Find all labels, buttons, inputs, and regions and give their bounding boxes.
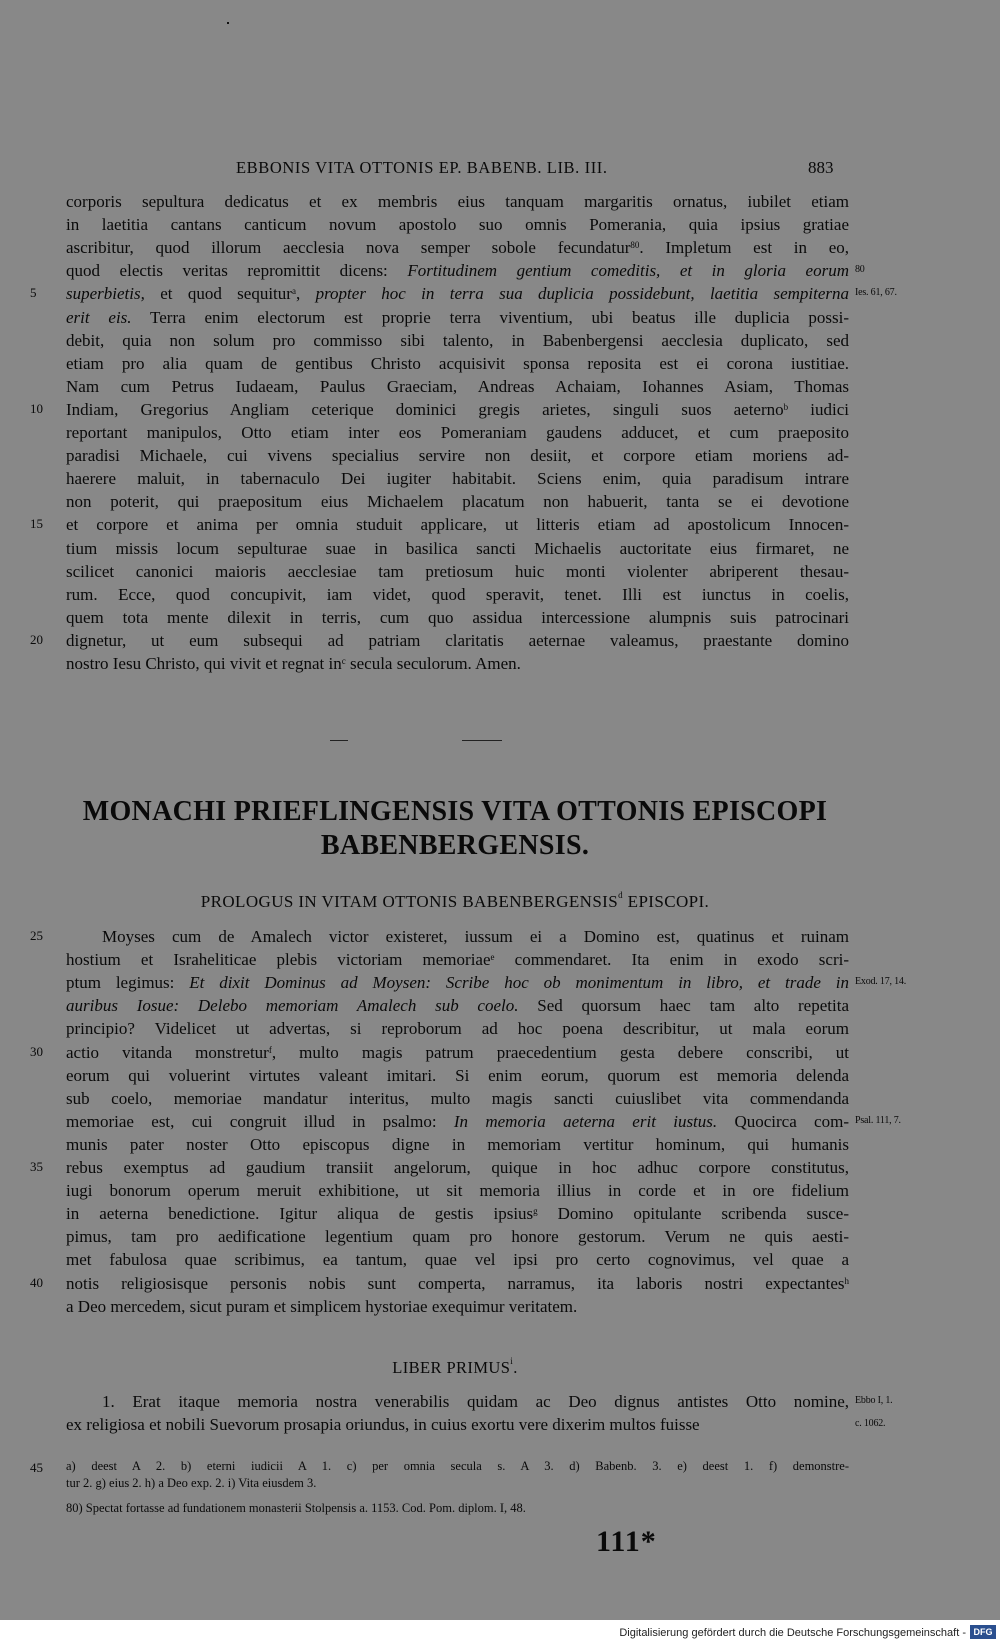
line-number-footnotes: 45 xyxy=(30,1460,43,1475)
margin-reference: Ies. 61, 67. xyxy=(855,287,897,299)
margin-reference: Exod. 17, 14. xyxy=(855,976,907,988)
text-run: debit, quia non solum pro commisso sibi talento, in Babenbergensi aecclesia duplicato, sed xyxy=(66,330,849,350)
text-line xyxy=(66,1272,849,1295)
text-line xyxy=(66,1248,849,1271)
running-title: EBBONIS VITA OTTONIS EP. BABENB. LIB. III. xyxy=(236,158,608,177)
text-line xyxy=(66,513,849,536)
text-run: , multo magis patrum praecedentium gesta debere conscribi, ut xyxy=(271,1042,849,1062)
text-line xyxy=(66,1064,849,1087)
italic-quotation: auribus Iosue: Delebo memoriam Amalech sub coelo. xyxy=(66,996,519,1016)
prologue-title xyxy=(60,892,850,912)
text-run: scilicet canonici maioris aecclesiae tam pretiosum huic monti violenter abriperent thesau- xyxy=(66,561,849,581)
work-title-line2: BABENBERGENSIS. xyxy=(320,830,590,861)
text-line xyxy=(66,1225,849,1248)
text-line xyxy=(66,583,849,606)
text-line xyxy=(66,1295,849,1318)
book-title-end: . xyxy=(513,1358,518,1377)
prologue-title-footnote-mark: d xyxy=(618,890,624,900)
digitization-footer xyxy=(0,1620,1000,1649)
text-run: Domino opitulante scribenda susce- xyxy=(537,1204,849,1224)
italic-quotation: In memoria aeterna erit iustus. xyxy=(453,1111,718,1131)
margin-reference: Psal. 111, 7. xyxy=(855,1114,901,1126)
text-line xyxy=(66,537,849,560)
text-run: haerere maluit, in tabernaculo Dei iugiter habitabit. Sciens enim, quia paradisum intrare xyxy=(66,469,849,489)
text-line xyxy=(66,236,849,259)
text-run: et corpore et anima per omnia studuit applicare, ut litteris etiam ad apostolicum Innocen- xyxy=(66,515,849,535)
text-line xyxy=(66,971,849,994)
prologue-title-end: EPISCOPI. xyxy=(623,892,710,911)
text-line xyxy=(66,1156,849,1179)
text-run: Quocirca com- xyxy=(717,1111,849,1131)
text-run: commendaret. Ita enim in exodo scri- xyxy=(494,950,849,970)
text-run: paradisi Michaele, cui vivens specialius servire non desiit, et corpore etiam moriens ad- xyxy=(66,446,849,466)
margin-reference: c. 1062. xyxy=(855,1418,886,1430)
book-title xyxy=(60,1358,850,1378)
line-number: 40 xyxy=(30,1274,43,1290)
text-run: ex religiosa et nobili Suevorum prosapia oriundus, in cuius exortu vere dixerim multos fuisse xyxy=(66,1415,700,1435)
text-run: reportant manipulos, Otto etiam inter eos Pomeraniam gaudens adducet, et cum praeposito xyxy=(66,423,849,442)
text-line xyxy=(66,1202,849,1225)
text-line xyxy=(102,1390,849,1413)
text-run: memoriae est, cui congruit illud in psalmo: xyxy=(66,1111,454,1131)
separator-rule-right xyxy=(462,740,502,741)
footnote-mark: h xyxy=(844,1275,849,1286)
text-line xyxy=(66,1017,849,1040)
text-run: sub coelo, memoriae mandatur interitus, multo magis sancti cuiuslibet vita commendanda xyxy=(66,1088,849,1108)
line-number: 15 xyxy=(30,516,43,532)
signature-mark: 111* xyxy=(596,1525,657,1558)
text-run: tium missis locum sepulturae suae in basilica sancti Michaelis auctoritate eius firmaret, ne xyxy=(66,538,849,558)
text-line xyxy=(66,1179,849,1202)
text-line xyxy=(66,1087,849,1110)
text-line xyxy=(66,421,849,444)
text-run: pimus, tam pro aedificatione legentium quam pro honore gestorum. Verum ne quis aesti- xyxy=(66,1227,849,1247)
text-line xyxy=(66,375,849,398)
text-run: eorum qui voluerint virtutes valeant imitari. Si enim eorum, quorum est memoria delenda xyxy=(66,1065,849,1085)
text-run: iugi bonorum operum meruit exhibitione, ut sit memoria illius in corde et in ore fidelium xyxy=(66,1181,849,1201)
text-line xyxy=(66,306,849,329)
text-line xyxy=(66,994,849,1017)
text-line xyxy=(66,398,849,421)
text-line xyxy=(66,560,849,583)
text-line xyxy=(66,1133,849,1156)
italic-quotation: Et dixit Dominus ad Moysen: Scribe hoc ob monimentum in libro, et trade in xyxy=(189,973,850,993)
book-title-footnote-mark: i xyxy=(510,1356,514,1366)
text-run: etiam pro alia quam de gentibus Christo acquisivit sponsa reposita est ei corona iustitiae. xyxy=(66,353,849,373)
text-line xyxy=(66,490,849,513)
margin-reference: Ebbo I, 1. xyxy=(855,1395,893,1406)
footnote-mark: g xyxy=(533,1206,538,1217)
text-run: Indiam, Gregorius Angliam ceterique dominici gregis arietes, singuli suos aeterno xyxy=(66,399,784,419)
margin-reference: 80 xyxy=(855,264,865,276)
text-run: met fabulosa quae scribimus, ea tantum, quae vel ipsi pro certo cognovimus, vel quae a xyxy=(66,1250,849,1270)
text-run: munis pater noster Otto episcopus digne in memoriam vertitur hominum, qui humanis xyxy=(66,1134,849,1154)
text-line xyxy=(66,259,849,282)
text-run: secula seculorum. Amen. xyxy=(345,654,521,673)
work-title xyxy=(60,795,850,863)
italic-quotation: superbietis, xyxy=(66,284,145,304)
text-run: 1. Erat itaque memoria nostra venerabilis quidam ac Deo dignus antistes Otto nomine, xyxy=(102,1392,849,1411)
text-line xyxy=(66,1041,849,1064)
work-title-line1: MONACHI PRIEFLINGENSIS VITA OTTONIS EPISCOPI xyxy=(82,796,828,827)
text-line xyxy=(66,652,849,675)
text-line xyxy=(66,329,849,352)
line-number: 35 xyxy=(30,1159,43,1174)
footnote-mark: f xyxy=(268,1044,272,1055)
apparatus-line-2: tur 2. g) eius 2. h) a Deo exp. 2. i) Vita eiusdem 3. xyxy=(66,1476,317,1490)
book-title-text: LIBER PRIMUS xyxy=(392,1358,511,1377)
line-number: 20 xyxy=(30,631,43,647)
separator-rule-left xyxy=(330,740,348,741)
footnote-mark: b xyxy=(783,401,789,412)
text-line xyxy=(66,352,849,375)
text-run: iudici xyxy=(788,399,849,419)
text-run: ptum legimus: xyxy=(66,973,190,993)
text-line xyxy=(66,1413,849,1436)
text-line xyxy=(102,925,849,948)
text-run: Sed quorsum haec tam alto repetita xyxy=(518,996,849,1016)
text-run: hostium et Israheliticae plebis victoriam memoriae xyxy=(66,950,491,970)
text-run: . Impletum est in eo, xyxy=(639,238,849,258)
text-run: Moyses cum de Amalech victor existeret, iussum ei a Domino est, quatinus et ruinam xyxy=(102,927,849,946)
prologue-title-text: PROLOGUS IN VITAM OTTONIS BABENBERGENSIS xyxy=(200,892,619,911)
apparatus-line-1: a) deest A 2. b) eterni iudicii A 1. c) per omnia secula s. A 3. d) Babenb. 3. e) deest 1. f) demonstre- xyxy=(66,1459,849,1473)
footnote-mark: e xyxy=(490,952,495,963)
text-run: , xyxy=(295,284,316,304)
text-run: et quod sequitur xyxy=(144,284,292,304)
text-run: notis religiosisque personis nobis sunt comperta, narramus, ita laboris nostri expectantes xyxy=(66,1273,845,1293)
text-run: principio? Videlicet ut advertas, si reproborum ad hoc poena describitur, ut mala eorum xyxy=(66,1019,849,1039)
funding-notice: Digitalisierung gefördert durch die Deutsche Forschungsgemeinschaft - xyxy=(619,1627,966,1639)
text-run: a Deo mercedem, sicut puram et simplicem hystoriae exequimur veritatem. xyxy=(66,1296,578,1316)
dfg-logo: DFG xyxy=(970,1625,996,1639)
text-run: corporis sepultura dedicatus et ex membris eius tanquam margaritis ornatus, iubilet etiam xyxy=(66,192,849,211)
text-run: Nam cum Petrus Iudaeam, Paulus Graeciam, Andreas Achaiam, Iohannes Asiam, Thomas xyxy=(66,376,849,396)
text-run: Terra enim electorum est proprie terra viventium, ubi beatus ille duplicia possi- xyxy=(131,307,849,327)
line-number: 10 xyxy=(30,400,43,416)
text-run: in laetitia cantans canticum novum apostolo suo omnis Pomerania, quia ipsius gratiae xyxy=(66,215,849,235)
text-run: quem tota mente dilexit in terris, cum quo assidua intercessione alumpnis suis patrocinari xyxy=(66,607,849,627)
text-run: in aeterna benedictione. Igitur aliqua de gestis ipsius xyxy=(66,1204,534,1224)
text-line xyxy=(66,467,849,490)
line-number: 25 xyxy=(30,928,43,943)
text-line xyxy=(66,1110,849,1133)
text-run: non poterit, qui praepositum eius Michaelem placatum non habuerit, tanta se ei devotione xyxy=(66,492,849,512)
footnote-mark: a xyxy=(291,286,296,297)
line-number: 5 xyxy=(30,285,37,301)
text-line xyxy=(66,213,849,236)
text-run: nostro Iesu Christo, qui vivit et regnat in xyxy=(66,654,342,673)
line-number: 30 xyxy=(30,1043,43,1059)
text-line xyxy=(66,948,849,971)
italic-quotation: erit eis. xyxy=(66,307,132,327)
italic-quotation: propter hoc in terra sua duplicia possidebunt, laetitia sempiterna xyxy=(315,284,850,304)
text-line xyxy=(66,629,849,652)
text-run: quod electis veritas repromittit dicens: xyxy=(66,261,408,281)
text-run: ascribitur, quod illorum aecclesia nova semper sobole fecundatur xyxy=(66,238,631,258)
text-run: dignetur, ut eum subsequi ad patriam claritatis aeternae valeamus, praestante domino xyxy=(66,630,849,650)
footnote-mark: c xyxy=(341,656,346,666)
footnote-mark: 80 xyxy=(630,240,640,251)
text-run: rum. Ecce, quod concupivit, iam videt, quod speravit, tenet. Illi est iunctus in coelis, xyxy=(66,584,849,604)
italic-quotation: Fortitudinem gentium comeditis, et in gloria eorum xyxy=(407,261,849,281)
text-line xyxy=(66,444,849,467)
page-number: 883 xyxy=(808,158,834,177)
text-line xyxy=(66,606,849,629)
text-run: actio vitanda monstretur xyxy=(66,1042,269,1062)
text-run: rebus exemptus ad gaudium transiit angelorum, quique in hoc adhuc corpore constitutus, xyxy=(66,1158,849,1177)
text-line xyxy=(66,190,849,213)
historical-note-80: 80) Spectat fortasse ad fundationem monasterii Stolpensis a. 1153. Cod. Pom. diplom. I, 48. xyxy=(66,1501,526,1515)
scan-speck xyxy=(227,22,229,24)
text-line xyxy=(66,282,849,305)
